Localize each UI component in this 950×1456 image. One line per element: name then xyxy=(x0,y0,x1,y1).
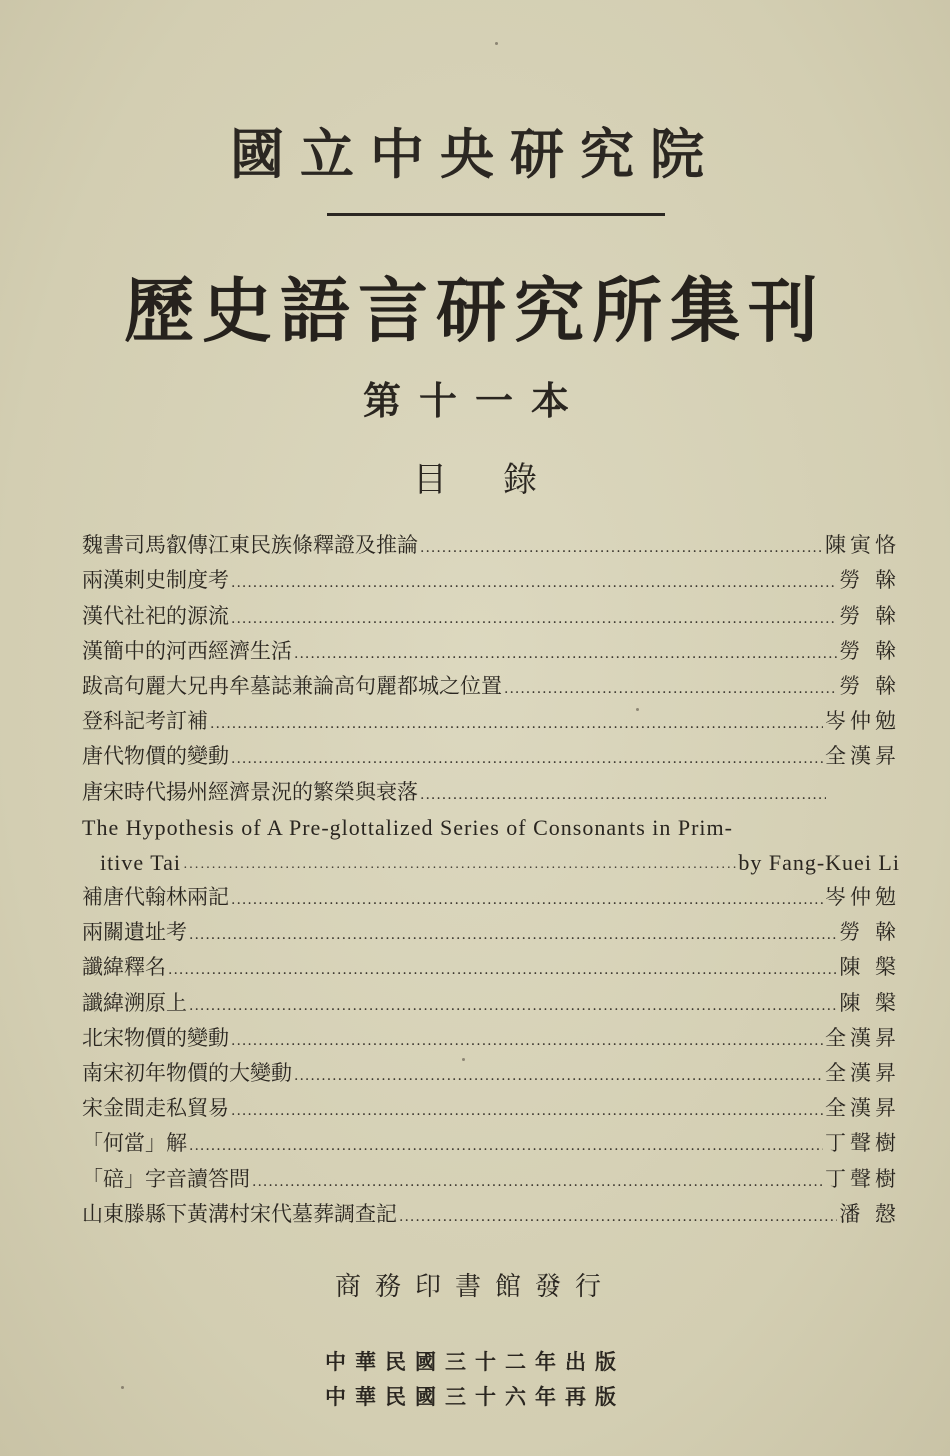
toc-entry xyxy=(82,950,900,985)
toc-title: 山東滕縣下黃溝村宋代墓葬調查記 xyxy=(82,1201,397,1226)
title-divider xyxy=(327,213,665,216)
toc-author: by Fang-Kuei Li xyxy=(738,849,900,875)
toc-entry xyxy=(82,739,900,774)
toc-entry xyxy=(82,598,900,633)
leader-dots xyxy=(231,1091,823,1126)
paper-speck xyxy=(462,1058,465,1061)
toc-entry xyxy=(82,985,900,1020)
toc-entry-english xyxy=(82,810,900,845)
toc-title: 跋高句麗大兄冉牟墓誌兼論高句麗都城之位置 xyxy=(82,673,502,698)
publisher-name: 商務印書館發行 xyxy=(334,1272,615,1302)
toc-entry xyxy=(82,915,900,950)
toc-title: 「何當」解 xyxy=(82,1131,187,1156)
leader-dots xyxy=(168,950,837,985)
toc-title: 補唐代翰林兩記 xyxy=(82,885,229,910)
toc-author: 岑仲勉 xyxy=(825,885,900,910)
toc-title: itive Tai xyxy=(100,849,181,875)
leader-dots xyxy=(294,634,837,669)
leader-dots xyxy=(504,669,837,704)
toc-title: 漢簡中的河西經濟生活 xyxy=(82,638,292,663)
toc-author: 陳 槃 xyxy=(839,955,900,980)
toc-author: 全漢昇 xyxy=(825,1096,900,1121)
toc-entry xyxy=(82,1197,900,1232)
leader-dots xyxy=(252,1162,823,1197)
journal-title: 歷史語言研究所集刊 xyxy=(124,269,826,352)
toc-entry xyxy=(82,1161,900,1196)
volume-number: 第十一本 xyxy=(362,378,587,423)
leader-dots xyxy=(231,739,823,774)
toc-title: 宋金間走私貿易 xyxy=(82,1096,229,1121)
toc-author: 陳寅恪 xyxy=(825,533,900,558)
leader-dots xyxy=(210,704,823,739)
toc-entry xyxy=(82,563,900,598)
toc-title: 兩關遺址考 xyxy=(82,920,187,945)
toc-entry xyxy=(82,880,900,915)
table-of-contents xyxy=(82,528,900,1232)
toc-title: 「碚」字音讀答問 xyxy=(82,1166,250,1191)
institution-name: 國立中央研究院 xyxy=(230,122,720,186)
toc-title: 兩漢刺史制度考 xyxy=(82,568,229,593)
paper-speck xyxy=(121,1386,124,1389)
toc-title: 北宋物價的變動 xyxy=(82,1025,229,1050)
leader-dots xyxy=(231,563,837,598)
toc-entry xyxy=(82,1021,900,1056)
toc-entry xyxy=(82,704,900,739)
toc-title: 唐代物價的變動 xyxy=(82,744,229,769)
toc-author: 勞 榦 xyxy=(839,603,900,628)
toc-author: 勞 榦 xyxy=(839,568,900,593)
leader-dots xyxy=(420,528,823,563)
leader-dots xyxy=(399,1197,837,1232)
toc-entry xyxy=(82,774,900,809)
first-edition-note: 中華民國三十二年出版 xyxy=(325,1349,625,1374)
paper-speck xyxy=(495,42,498,45)
toc-author: 勞 榦 xyxy=(839,638,900,663)
leader-dots xyxy=(189,915,837,950)
toc-entry xyxy=(82,1091,900,1126)
toc-title: 漢代社祀的源流 xyxy=(82,603,229,628)
toc-title: 讖緯溯原上 xyxy=(82,990,187,1015)
toc-author: 岑仲勉 xyxy=(825,709,900,734)
leader-dots xyxy=(189,1126,823,1161)
toc-title: 登科記考訂補 xyxy=(82,709,208,734)
toc-entry xyxy=(82,1126,900,1161)
toc-entry xyxy=(82,669,900,704)
toc-author: 陳 槃 xyxy=(839,990,900,1015)
leader-dots xyxy=(189,986,837,1021)
toc-author: 全漢昇 xyxy=(825,1061,900,1085)
toc-author: 勞 榦 xyxy=(839,673,900,698)
toc-entry xyxy=(82,528,900,563)
second-edition-note: 中華民國三十六年再版 xyxy=(325,1384,625,1409)
toc-author: 全漢昇 xyxy=(825,744,900,769)
toc-entry-english-continued xyxy=(82,845,900,880)
leader-dots xyxy=(231,880,823,915)
toc-entry xyxy=(82,1056,900,1091)
toc-entry xyxy=(82,634,900,669)
toc-author: 丁聲樹 xyxy=(825,1131,900,1156)
toc-author: 全漢昇 xyxy=(825,1025,900,1050)
leader-dots xyxy=(183,845,736,880)
leader-dots xyxy=(294,1056,823,1091)
toc-title: 南宋初年物價的大變動 xyxy=(82,1061,292,1085)
contents-heading: 目錄 xyxy=(413,460,593,500)
toc-author: 勞 榦 xyxy=(839,920,900,945)
toc-title: 唐宋時代揚州經濟景況的繁榮與衰落 xyxy=(82,779,418,804)
toc-author: 丁聲樹 xyxy=(825,1166,900,1191)
toc-title: 魏書司馬叡傳江東民族條釋證及推論 xyxy=(82,533,418,558)
leader-dots xyxy=(231,1021,823,1056)
leader-dots xyxy=(420,775,826,810)
paper-speck xyxy=(636,708,639,711)
toc-title: 讖緯釋名 xyxy=(82,955,166,980)
leader-dots xyxy=(231,599,837,634)
toc-author: 潘 慤 xyxy=(839,1201,900,1226)
toc-title: The Hypothesis of A Pre-glottalized Series of Consonants in Prim- xyxy=(82,814,733,840)
